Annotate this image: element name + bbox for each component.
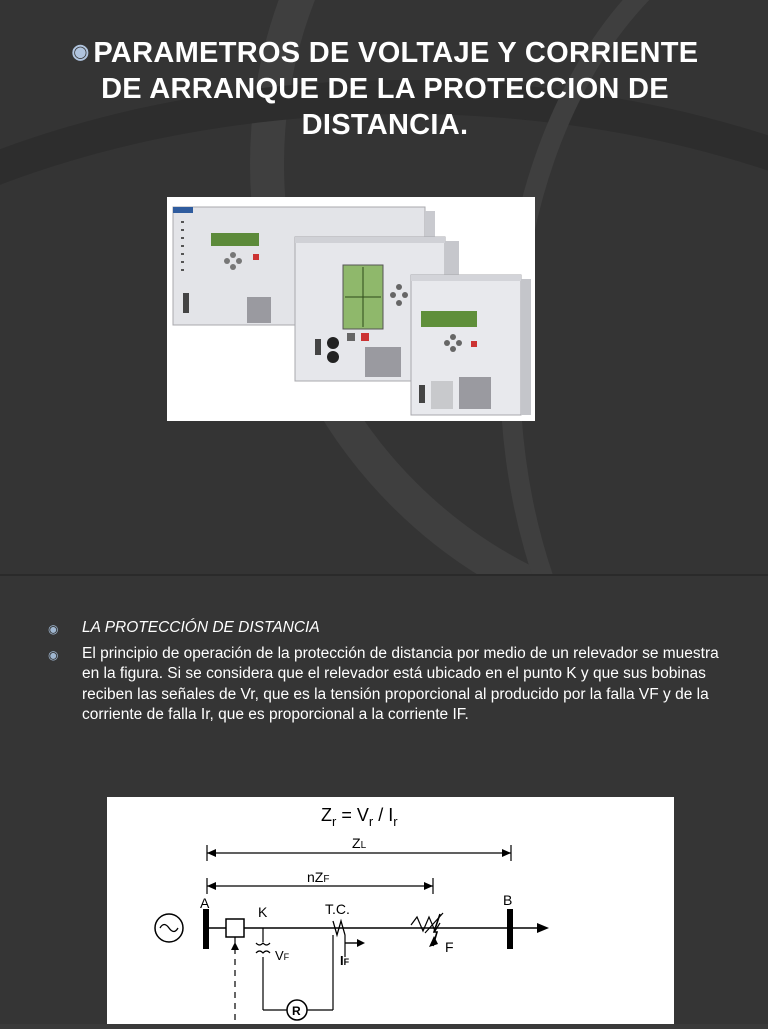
title-text: PARAMETROS DE VOLTAJE Y CORRIENTE DE ARRANQUE DE LA PROTECCION DE DISTANCIA.: [93, 37, 699, 141]
radio-circle-icon: ◉: [48, 622, 59, 636]
zl-label: ZL: [352, 835, 367, 851]
relay-devices-photo: [167, 197, 535, 421]
bullet-item: [46, 618, 726, 639]
point-a-label: A: [200, 895, 210, 911]
bullet-item: [46, 644, 726, 726]
formula: $Z_r = V_r / I_r$: [321, 805, 398, 829]
radio-circle-icon: ◉: [71, 41, 90, 63]
bullet-text: LA PROTECCIÓN DE DISTANCIA: [82, 619, 320, 636]
tc-label: T.C.: [325, 901, 350, 917]
point-b-label: B: [503, 892, 513, 908]
distance-protection-diagram: [107, 797, 674, 1024]
if-label: IF: [340, 953, 350, 968]
bullet-text: El principio de operación de la protección de distancia por medio de un relevador se muestra en la figura. Si se considera que el relevador está ubicado en el punto K y que sus bobinas reciben las señales de Vr, que es la tensión proporcional al producido por la falla VF y de la corriente de falla Ir, que es proporcional a la corriente IF.: [82, 644, 719, 723]
current-transformer: [333, 921, 345, 935]
point-k-label: K: [258, 904, 268, 920]
bullet-list: [46, 618, 726, 731]
relay-label: R: [292, 1004, 301, 1018]
vf-label: VF: [275, 948, 290, 963]
radio-circle-icon: ◉: [48, 647, 59, 662]
bus-a: [203, 909, 209, 949]
bus-b: [507, 909, 513, 949]
nzf-label: nZF: [307, 869, 330, 885]
slide-title: [60, 34, 710, 143]
breaker-box: [226, 919, 244, 937]
fault-label: F: [445, 939, 454, 955]
